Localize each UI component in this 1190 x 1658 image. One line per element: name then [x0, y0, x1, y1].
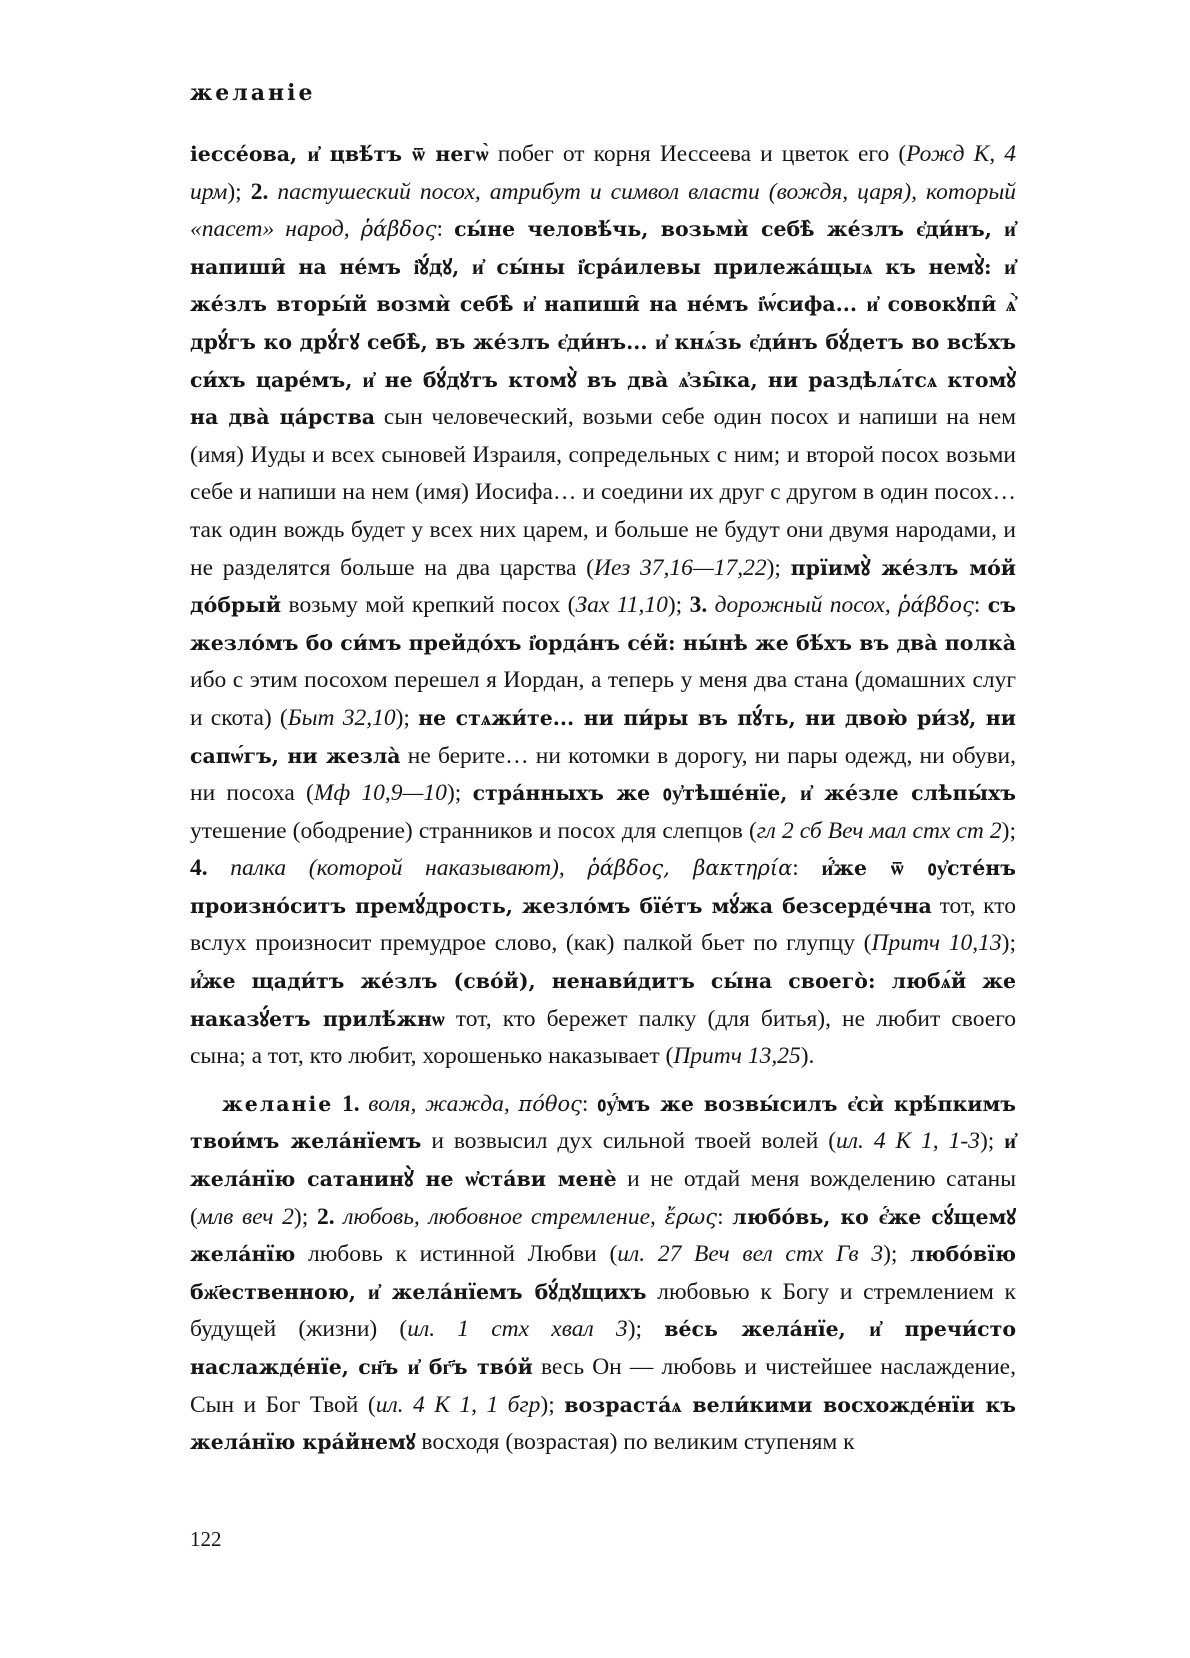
body-text: ).	[800, 1043, 815, 1070]
translation-text: восходя (возрастая) по великим ступеням к	[415, 1429, 855, 1456]
spacer-text	[268, 179, 277, 205]
source-reference: гл 2 сб Веч мал стх ст 2	[756, 817, 1002, 844]
source-reference: Притч 10,13	[871, 930, 1002, 957]
greek-term: ἔρως	[664, 1204, 718, 1229]
spacer-text	[350, 216, 361, 242]
church-slavonic-quote: и҆́же щади́тъ же́злъ (сво́й), ненави́дитъ сы́на своего̀: любѧ́й же наказꙋ́етъ прилѣ́жнѡ	[190, 969, 1016, 1031]
greek-term: ῥάβδος	[360, 217, 437, 242]
translation-text: тот, кто вслух произносит премудрое слово, (как) палкой бьет по глупцу (	[190, 892, 1016, 957]
body-text: );	[395, 704, 419, 731]
source-reference: ил. 27 Веч вел стх Гв 3	[617, 1241, 884, 1268]
body-text: :	[581, 1090, 598, 1117]
body-text: :	[436, 216, 455, 243]
spacer-text	[333, 1091, 342, 1117]
spacer-text	[891, 592, 898, 618]
spacer-text	[656, 1204, 665, 1230]
church-slavonic-text: іессе́ова, и҆ цвѣ́тъ ѿ негѡ̀	[190, 142, 489, 166]
sense-number: 3.	[689, 592, 708, 619]
church-slavonic-quote: стра́нныхъ же ᲂу҆тѣше́нїе, и҆ же́зле слѣпы́хъ	[472, 781, 1016, 806]
body-text: );	[1001, 817, 1016, 844]
translation-text: и возвысил дух сильной твоей волей (	[421, 1128, 837, 1155]
sense-definition: дорожный посох,	[714, 592, 891, 619]
source-reference: Зах 11,10	[575, 592, 668, 619]
greek-term: ῥάβδος	[898, 593, 974, 618]
source-reference: млв веч 2	[197, 1203, 294, 1230]
translation-text: любовь к истинной Любви (	[295, 1241, 618, 1268]
church-slavonic-quote: возраста́ѧ вели́кими восхожде́нїи къ жела́нїю кра́йнемꙋ	[190, 1392, 1017, 1455]
body-text: );	[540, 1391, 565, 1418]
body-text: :	[717, 1203, 733, 1230]
body-text: );	[1001, 930, 1016, 957]
church-slavonic-quote: любо́вь, ко є҆́же сꙋ́щемꙋ жела́нїю	[190, 1204, 1017, 1267]
greek-term: ῥάβδος, βακτηρία	[587, 856, 793, 881]
translation-text: тот, кто бережет палку (для битья), не любит своего сына; а тот, кто любит, хорошенько наказывает (	[190, 1005, 1016, 1070]
body-text: );	[766, 554, 791, 581]
church-slavonic-quote: и҆ жела́нїю сатанинꙋ̀ не ѡ҆ста́ви менѐ	[190, 1129, 1017, 1192]
church-slavonic-quote: сы́не человѣ́чь, возьмѝ себѣ̀ же́злъ є҆ди́нъ, и҆ напиши̑ на не́мъ і҆ꙋ́дꙋ, и҆ сы́ны і҆сра́илевы прилежа́щыѧ къ немꙋ̀: и҆ же́злъ вторы́й возмѝ себѣ̀ и҆ напиши̑ на не́мъ і҆ѡ́сифа... и҆ совокꙋпи̑ ѧ҆̀ дрꙋ́гъ ко дрꙋ́гꙋ себѣ̀, въ же́злъ є҆ди́нъ... и҆ кнѧ́зь є҆ди́нъ бꙋ́детъ во всѣ́хъ си́хъ царе́мъ, и҆ не бꙋ́дꙋтъ ктомꙋ̀ въ два̀ ѧ҆зы̑ка, ни раздѣлѧ́тсѧ ктомꙋ̀ на два̀ ца́рства	[190, 217, 1016, 430]
text-block	[190, 136, 1016, 1462]
translation-text: любовью к Богу и стремлением к будущей (жизни) (	[190, 1278, 1016, 1343]
church-slavonic-quote: ᲂу҆́мъ же возвы́силъ є҆сѝ крѣ́пкимъ твои́мъ жела́нїемъ	[190, 1091, 1017, 1154]
translation-text: возьму мой крепкий посох (	[281, 592, 576, 619]
source-reference: Мф 10,9—10	[313, 780, 447, 807]
source-reference: Притч 13,25	[673, 1043, 801, 1070]
church-slavonic-quote: прїимꙋ̀ же́злъ мо́й до́брый	[190, 555, 1017, 618]
sense-number: 2.	[250, 178, 269, 205]
paragraph-2-entry	[190, 1086, 1016, 1462]
source-reference: ил. 4 К 1, 1 бгр	[375, 1391, 541, 1418]
spacer-text	[565, 855, 588, 881]
sense-number: 2.	[316, 1203, 335, 1230]
headword: желаніе	[222, 1091, 334, 1116]
source-reference: ил. 4 К 1, 1-3	[836, 1128, 980, 1155]
source-reference: Рожд К, 4 ирм	[190, 141, 1016, 205]
body-text: побег от корня Иессеева и цветок его (	[488, 141, 907, 167]
source-reference: Иез 37,16—17,22	[593, 554, 767, 581]
sense-definition: пастушеский посох, атрибут и символ власти (вождя, царя), который «пасет» народ,	[190, 178, 1016, 243]
sense-definition: воля, жажда,	[368, 1090, 510, 1117]
spacer-text	[335, 1204, 344, 1230]
sense-number: 1.	[342, 1090, 360, 1117]
page-number: 122	[190, 1527, 222, 1551]
translation-text: и не отдай меня вожделению сатаны (	[190, 1166, 1016, 1230]
translation-text: не берите… ни котомки в дорогу, ни пары одежд, ни обуви, ни посоха (	[190, 742, 1016, 807]
translation-text: сын человеческий, возьми себе один посох и напиши на нем (имя) Иуды и всех сыновей Израиля, сопредельных с ним; и второй посох возьми себе и напиши на нем (имя) Иосифа… и соедини их друг с другом в один посох… так один вождь будет у всех них царем, и больше не будут они двумя народами, и не разделятся больше на два царства (	[190, 404, 1016, 581]
greek-term: πόθος	[518, 1091, 582, 1116]
spacer-text	[208, 855, 231, 881]
spacer-text	[360, 1091, 369, 1117]
body-text: );	[293, 1203, 317, 1230]
body-text: :	[792, 855, 822, 882]
church-slavonic-quote: любо́вїю бж҃ественною, и҆ жела́нїемъ бꙋ́дꙋщихъ	[190, 1242, 1017, 1304]
paragraph-1	[190, 136, 1016, 1076]
church-slavonic-quote: и҆́же ѿ ᲂу҆сте́нъ произно́ситъ премꙋ́дрость, жезло́мъ бїе́тъ мꙋ́жа безсерде́чна	[190, 856, 1017, 918]
source-reference: Быт 32,10	[287, 704, 396, 731]
body-text: );	[446, 780, 473, 807]
spacer-text	[707, 592, 714, 618]
church-slavonic-quote: не стѧжи́те... ни пи́ры въ пꙋ́ть, ни двою̀ ри́зꙋ, ни сапѡ́гъ, ни жезла̀	[190, 705, 1016, 768]
translation-text: весь Он — любовь и чистейшее наслаждение, Сын и Бог Твой (	[190, 1354, 1016, 1418]
church-slavonic-quote: съ жезло́мъ бо си́мъ прейдо́хъ і҆орда́нъ се́й: ны́нѣ же бѣ́хъ въ два̀ полка̀	[190, 593, 1016, 655]
running-head: желаніе	[190, 80, 316, 106]
source-reference: ил. 1 стх хвал 3	[407, 1316, 628, 1343]
sense-number: 4.	[190, 855, 208, 882]
body-text: :	[973, 592, 988, 619]
body-text: );	[883, 1241, 911, 1268]
sense-definition: палка (которой наказывают),	[230, 855, 565, 882]
body-text: );	[627, 1316, 665, 1343]
body-text: );	[979, 1128, 1005, 1155]
body-text: );	[667, 592, 690, 619]
church-slavonic-quote: ве́сь жела́нїе, и҆ пречи́сто наслажде́нїе, сн҃ъ и҆ бг҃ъ тво́й	[190, 1317, 1016, 1379]
translation-text: утешение (ободрение) странников и посох для слепцов (	[190, 817, 757, 844]
body-text: );	[227, 178, 251, 205]
translation-text: ибо с этим посохом перешел я Иордан, а теперь у меня два стана (домашних слуг и скота) (	[190, 667, 1016, 731]
sense-definition: любовь, любовное стремление,	[343, 1203, 656, 1230]
